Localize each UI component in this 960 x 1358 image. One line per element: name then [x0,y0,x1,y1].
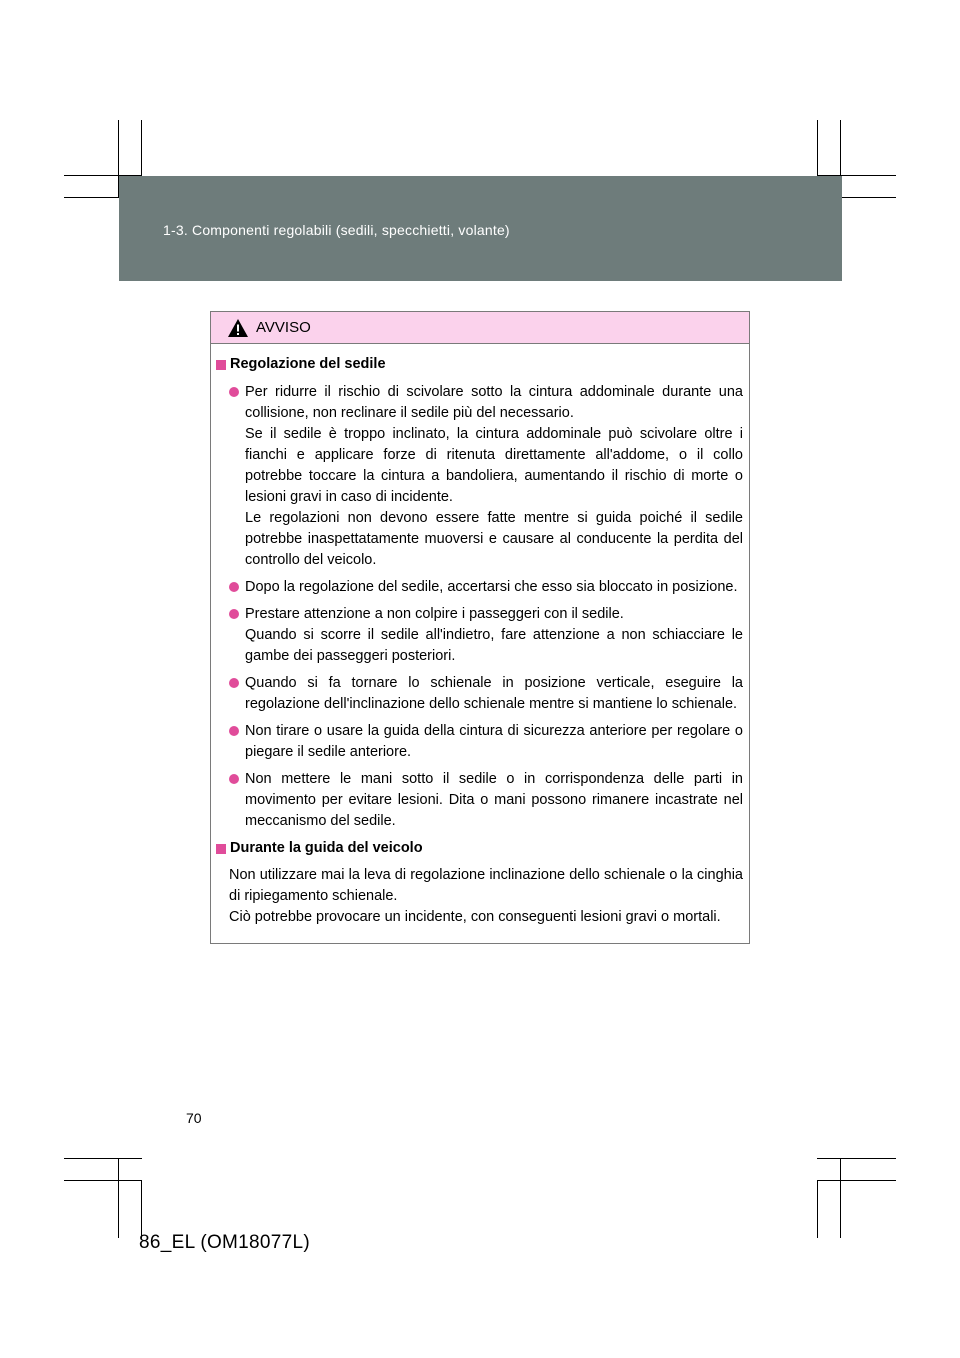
paragraph: Ciò potrebbe provocare un incidente, con conseguenti lesioni gravi o mortali. [229,909,721,925]
crop-mark [64,1180,142,1181]
warning-section [216,838,743,928]
section-heading-text: Regolazione del sedile [230,356,386,372]
section-heading [216,838,743,859]
bullet-dot-icon [229,582,239,592]
square-bullet-icon [216,360,226,370]
list-item [216,604,743,667]
paragraph: Non tirare o usare la guida della cintura di sicurezza anteriore per regolare o piegare il sedile anteriore. [245,723,743,760]
warning-triangle-icon [227,318,249,338]
paragraph: Quando si fa tornare lo schienale in posizione verticale, eseguire la regolazione dell'inclinazione dello schienale mentre si mantiene lo schienale. [245,675,743,712]
warning-box [210,311,750,944]
bullet-dot-icon [229,678,239,688]
paragraph: Dopo la regolazione del sedile, accertarsi che esso sia bloccato in posizione. [245,579,738,595]
list-item [216,769,743,832]
section-text [216,865,743,928]
section-heading [216,354,743,375]
list-item [216,721,743,763]
warning-title: AVVISO [256,319,311,336]
list-item [216,673,743,715]
bullet-dot-icon [229,774,239,784]
warning-section [216,354,743,832]
bullet-dot-icon [229,609,239,619]
section-heading-text: Durante la guida del veicolo [230,840,423,856]
square-bullet-icon [216,844,226,854]
list-item [216,577,743,598]
paragraph: Non utilizzare mai la leva di regolazione inclinazione dello schienale o la cinghia di ripiegamento schienale. [229,867,743,904]
crop-mark [118,1158,119,1238]
paragraph: Se il sedile è troppo inclinato, la cintura addominale può scivolare oltre i fianchi e applicare forze di ritenuta direttamente all'addome, o il collo potrebbe toccare la cintura a bandoliera, aumentando il rischio di morte o lesioni gravi in caso di incidente. [245,426,743,505]
paragraph: Le regolazioni non devono essere fatte mentre si guida poiché il sedile potrebbe inaspettatamente muoversi e causare al conducente la perdita del controllo del veicolo. [245,510,743,568]
warning-header [211,312,749,344]
paragraph: Quando si scorre il sedile all'indietro, fare attenzione a non schiacciare le gambe dei passeggeri posteriori. [245,627,743,664]
page-number: 70 [186,1110,202,1126]
crop-mark [64,1158,142,1159]
paragraph: Per ridurre il rischio di scivolare sotto la cintura addominale durante una collisione, non reclinare il sedile più del necessario. [245,384,743,421]
document-code: 86_EL (OM18077L) [139,1232,310,1253]
crop-mark [817,1158,896,1159]
bullet-dot-icon [229,387,239,397]
warning-body [211,344,749,928]
section-title: 1-3. Componenti regolabili (sedili, specchietti, volante) [163,222,510,238]
crop-mark [840,1158,841,1238]
crop-mark [141,1180,142,1238]
bullet-dot-icon [229,726,239,736]
paragraph: Non mettere le mani sotto il sedile o in corrispondenza delle parti in movimento per evitare lesioni. Dita o mani possono rimanere incastrate nel meccanismo del sedile. [245,771,743,829]
paragraph: Prestare attenzione a non colpire i passeggeri con il sedile. [245,606,624,622]
list-item [216,382,743,571]
crop-mark [817,1180,818,1238]
crop-mark [817,1180,896,1181]
